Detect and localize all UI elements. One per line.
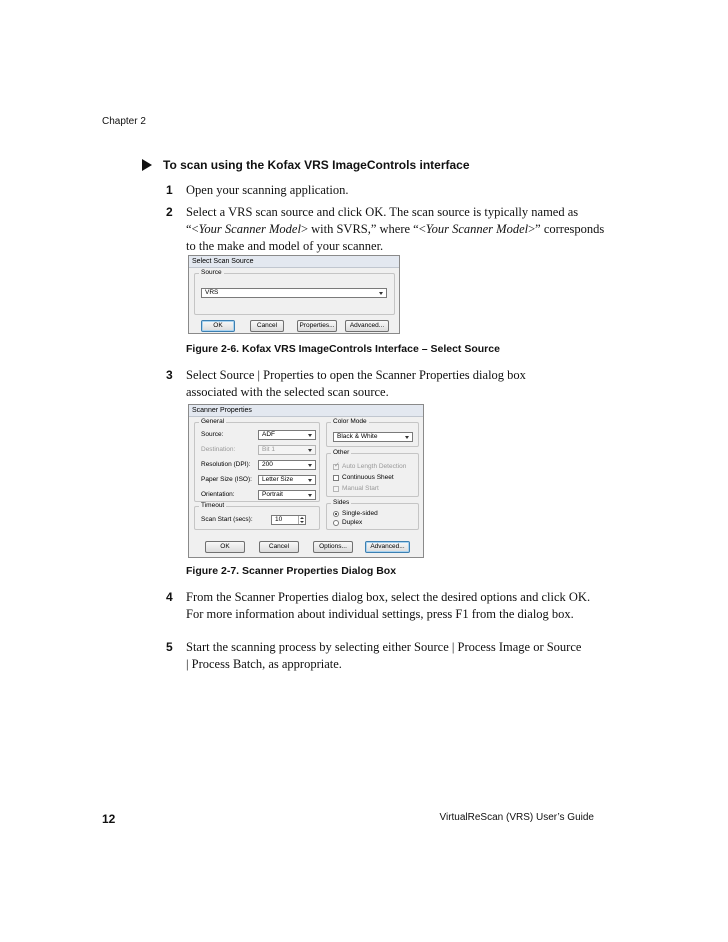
chevron-down-icon xyxy=(308,494,312,497)
advanced-button[interactable]: Advanced... xyxy=(345,320,389,332)
properties-button[interactable]: Properties... xyxy=(297,320,337,332)
cancel-button[interactable]: Cancel xyxy=(250,320,284,332)
step-number: 4 xyxy=(166,590,173,604)
ok-button[interactable]: OK xyxy=(201,320,235,332)
scanner-model-term: Your Scanner Model xyxy=(425,222,529,236)
orientation-select[interactable] xyxy=(258,490,316,500)
chevron-down-icon xyxy=(308,479,312,482)
scan-start-label: Scan Start (secs): xyxy=(201,516,253,523)
orientation-select-value: Portrait xyxy=(262,491,283,498)
continuous-sheet-checkbox[interactable] xyxy=(333,475,339,481)
sides-group-label: Sides xyxy=(333,499,350,506)
procedure-title: To scan using the Kofax VRS ImageControls interface xyxy=(163,158,470,172)
step-number: 3 xyxy=(166,368,173,382)
color-mode-group xyxy=(326,418,419,447)
footer-title: VirtualReScan (VRS) User’s Guide xyxy=(439,812,594,823)
options-button[interactable]: Options... xyxy=(313,541,353,553)
timeout-group xyxy=(194,502,320,530)
manual-start-label: Manual Start xyxy=(342,485,379,492)
resolution-label: Resolution (DPI): xyxy=(201,461,251,468)
resolution-select-value: 200 xyxy=(262,461,273,468)
sides-group xyxy=(326,499,419,530)
scanner-model-term: Your Scanner Model xyxy=(198,222,301,236)
step-text: Select a VRS scan source and click OK. The scan source is typically named as “<Your Scanner Model> with SVRS,” where “<Your Scanner Model>” corresponds to the make and model of your scanner. xyxy=(186,205,605,253)
single-sided-radio[interactable] xyxy=(333,511,339,517)
chapter-label: Chapter 2 xyxy=(102,116,146,127)
continuous-sheet-label: Continuous Sheet xyxy=(342,474,394,481)
advanced-button[interactable]: Advanced... xyxy=(365,541,410,553)
spin-down-icon[interactable] xyxy=(298,520,305,524)
source-group xyxy=(194,269,395,315)
resolution-select[interactable] xyxy=(258,460,316,470)
source-select-value: VRS xyxy=(205,289,219,296)
other-group xyxy=(326,449,419,497)
timeout-group-label: Timeout xyxy=(201,502,225,509)
figure-caption: Figure 2-6. Kofax VRS ImageControls Interface – Select Source xyxy=(186,343,500,355)
cancel-button[interactable]: Cancel xyxy=(259,541,299,553)
dialog-title: Scanner Properties xyxy=(189,405,423,417)
step-text: Start the scanning process by selecting either Source | Process Image or Source | Process Batch, as appropriate. xyxy=(186,640,582,671)
duplex-label: Duplex xyxy=(342,519,363,526)
chevron-down-icon xyxy=(308,434,312,437)
page-number: 12 xyxy=(102,812,116,826)
procedure-arrow-icon xyxy=(142,159,152,171)
other-group-label: Other xyxy=(333,449,350,456)
chevron-down-icon xyxy=(308,464,312,467)
chevron-down-icon xyxy=(308,449,312,452)
scan-start-value: 10 xyxy=(275,516,283,523)
chevron-down-icon xyxy=(379,292,383,295)
step-number: 1 xyxy=(166,183,173,197)
chevron-down-icon xyxy=(405,436,409,439)
general-group-label: General xyxy=(201,418,225,425)
scanner-properties-dialog xyxy=(188,404,424,558)
ok-button[interactable]: OK xyxy=(205,541,245,553)
step-number: 5 xyxy=(166,640,173,654)
step-text: Open your scanning application. xyxy=(186,183,349,197)
scan-start-spinner[interactable] xyxy=(271,515,306,525)
auto-length-checkbox[interactable] xyxy=(333,464,339,470)
manual-start-checkbox[interactable] xyxy=(333,486,339,492)
dialog-title: Select Scan Source xyxy=(189,256,399,268)
source-select-value: ADF xyxy=(262,431,275,438)
single-sided-label: Single-sided xyxy=(342,510,378,517)
paper-size-select-value: Letter Size xyxy=(262,476,294,483)
color-mode-select-value: Black & White xyxy=(337,433,378,440)
paper-size-select[interactable] xyxy=(258,475,316,485)
destination-select[interactable] xyxy=(258,445,316,455)
duplex-radio[interactable] xyxy=(333,520,339,526)
select-scan-source-dialog xyxy=(188,255,400,334)
color-mode-select[interactable] xyxy=(333,432,413,442)
figure-caption: Figure 2-7. Scanner Properties Dialog Box xyxy=(186,565,397,577)
source-label: Source: xyxy=(201,431,224,438)
step-text: Select Source | Properties to open the Scanner Properties dialog box associated with the selected scan source. xyxy=(186,368,526,399)
color-mode-group-label: Color Mode xyxy=(333,418,367,425)
auto-length-label: Auto Length Detection xyxy=(342,463,407,470)
step-text: From the Scanner Properties dialog box, select the desired options and click OK. For more information about individual settings, press F1 from the dialog box. xyxy=(186,590,591,621)
general-group xyxy=(194,418,320,502)
source-select[interactable] xyxy=(201,288,387,298)
destination-select-value: Bit 1 xyxy=(262,446,276,453)
destination-label: Destination: xyxy=(201,446,236,453)
source-select[interactable] xyxy=(258,430,316,440)
paper-size-label: Paper Size (ISO): xyxy=(201,476,252,483)
orientation-label: Orientation: xyxy=(201,491,235,498)
source-group-label: Source xyxy=(201,269,222,276)
check-icon: ✓ xyxy=(334,462,340,469)
step-number: 2 xyxy=(166,205,173,219)
